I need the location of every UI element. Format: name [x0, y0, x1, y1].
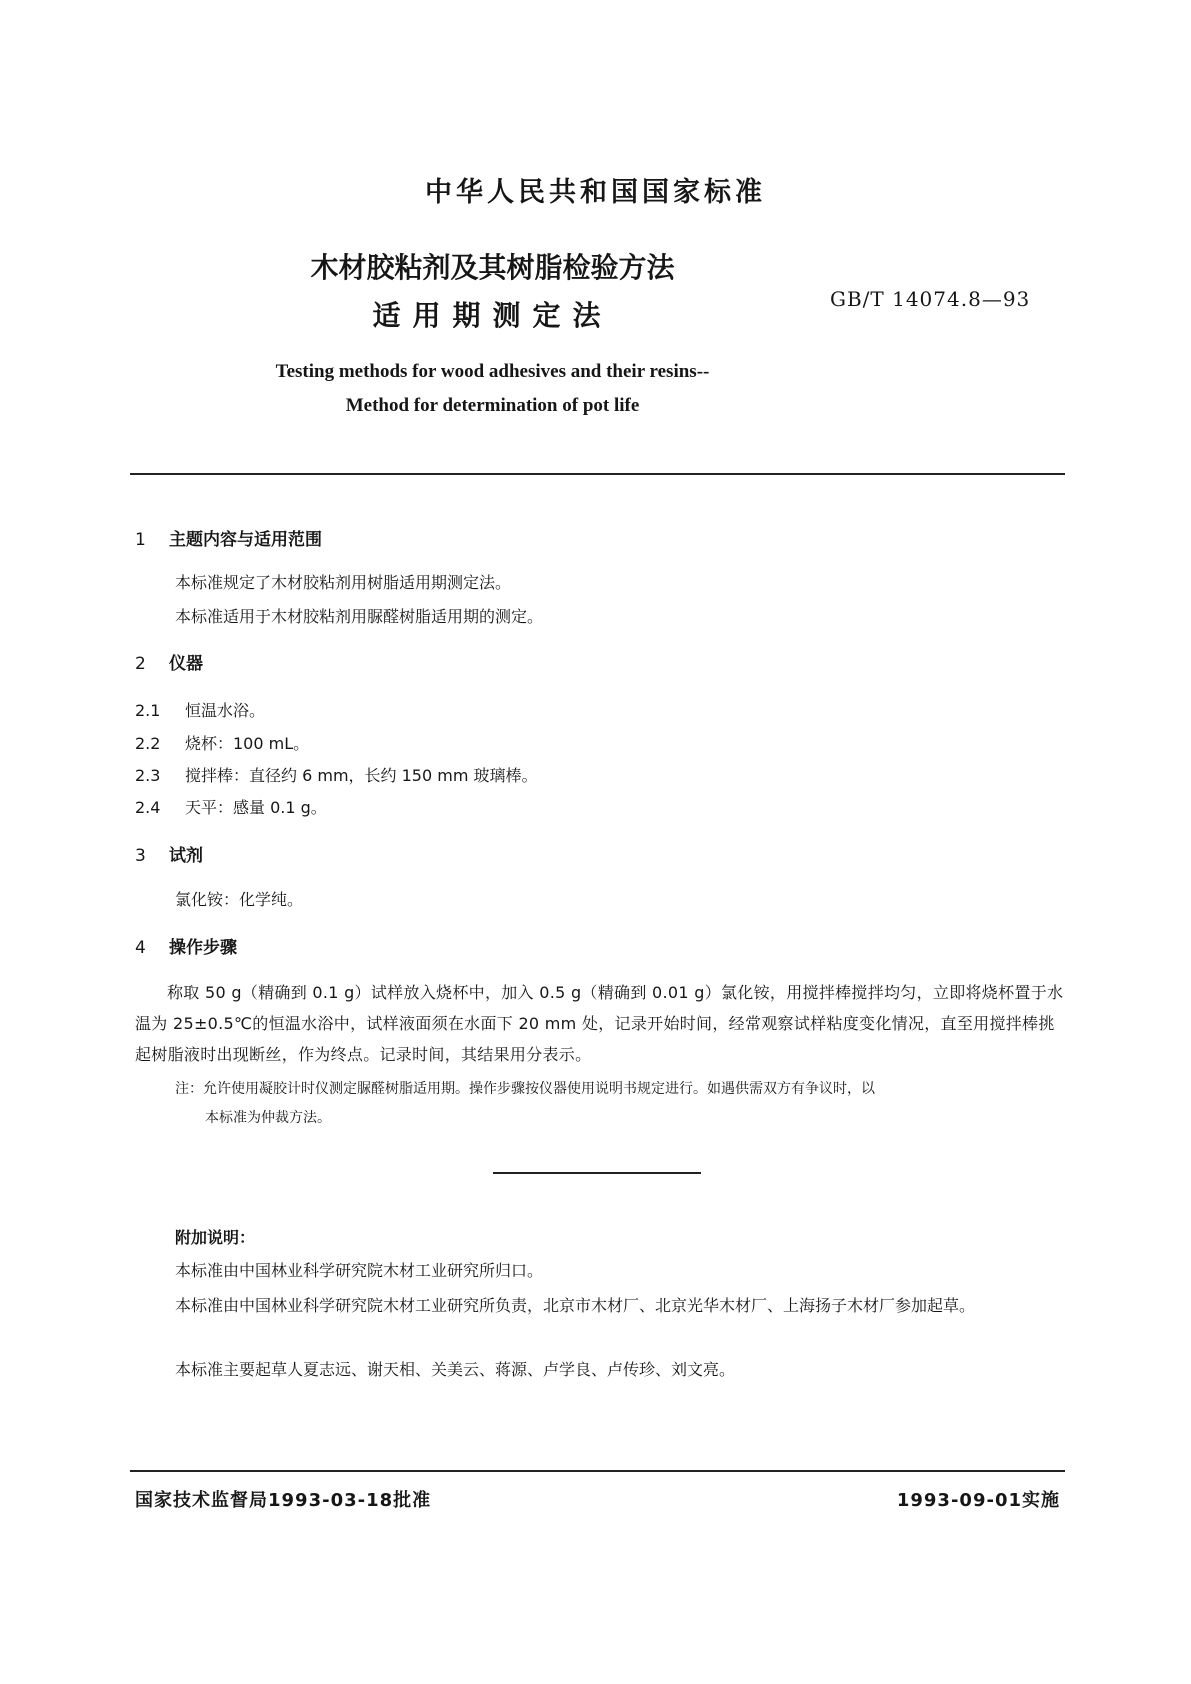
- list-item: [135, 698, 265, 721]
- item-text: 搅拌棒：直径约 6 mm，长约 150 mm 玻璃棒。: [185, 766, 538, 785]
- section-number: 3: [135, 846, 146, 866]
- section-4-heading: [135, 933, 237, 958]
- section-2-heading: [135, 649, 203, 674]
- item-number: 2.2: [135, 734, 161, 753]
- section-number: 4: [135, 938, 146, 958]
- section-number: 1: [135, 530, 146, 550]
- section-1-paragraph-2: 本标准适用于木材胶粘剂用脲醛树脂适用期的测定。: [175, 607, 544, 626]
- standard-code: GB/T 14074.8—93: [830, 287, 1031, 311]
- header-divider: [130, 473, 1065, 475]
- list-item: [135, 795, 327, 818]
- additional-paragraph-2: 本标准由中国林业科学研究院木材工业研究所负责，北京市木材厂、北京光华木材厂、上海扬子木材厂参加起草。: [175, 1296, 976, 1315]
- note-line-2: 本标准为仲裁方法。: [205, 1110, 331, 1126]
- english-title: [200, 355, 785, 423]
- national-standard-label: 中华人民共和国国家标准: [425, 177, 766, 208]
- item-text: 恒温水浴。: [185, 701, 266, 720]
- section-title: 主题内容与适用范围: [169, 530, 322, 550]
- english-title-line-1: Testing methods for wood adhesives and their resins--: [275, 361, 710, 382]
- implementation-date: 1993-09-01实施: [896, 1490, 1060, 1511]
- section-3-paragraph: 氯化铵：化学纯。: [175, 890, 304, 909]
- english-title-line-2: Method for determination of pot life: [345, 395, 640, 416]
- list-item: [135, 763, 538, 786]
- document-title: [255, 244, 730, 340]
- section-title: 试剂: [169, 846, 203, 866]
- section-title: 仪器: [169, 654, 203, 674]
- additional-notes-title: 附加说明：: [175, 1228, 256, 1247]
- item-text: 天平：感量 0.1 g。: [185, 798, 327, 817]
- section-3-heading: [135, 841, 203, 866]
- section-number: 2: [135, 654, 146, 674]
- item-number: 2.1: [135, 701, 161, 720]
- section-1-paragraph-1: 本标准规定了木材胶粘剂用树脂适用期测定法。: [175, 573, 512, 592]
- additional-paragraph-1: 本标准由中国林业科学研究院木材工业研究所归口。: [175, 1261, 544, 1280]
- footer-divider: [130, 1470, 1065, 1472]
- item-number: 2.4: [135, 798, 161, 817]
- additional-paragraph-3: 本标准主要起草人夏志远、谢天相、关美云、蒋源、卢学良、卢传珍、刘文亮。: [175, 1360, 736, 1379]
- approval-date: 国家技术监督局1993-03-18批准: [135, 1490, 432, 1511]
- title-line-2: 适用期测定法: [372, 299, 613, 332]
- section-1-heading: [135, 525, 322, 550]
- list-item: [135, 731, 309, 754]
- title-line-1: 木材胶粘剂及其树脂检验方法: [310, 251, 675, 284]
- item-number: 2.3: [135, 766, 161, 785]
- end-of-text-divider: [493, 1172, 701, 1174]
- note-line-1: 注：允许使用凝胶计时仪测定脲醛树脂适用期。操作步骤按仪器使用说明书规定进行。如遇供需双方有争议时，以: [175, 1081, 875, 1097]
- section-title: 操作步骤: [169, 938, 237, 958]
- section-4-paragraph: 称取 50 g（精确到 0.1 g）试样放入烧杯中，加入 0.5 g（精确到 0.01 g）氯化铵，用搅拌棒搅拌均匀，立即将烧杯置于水温为 25±0.5℃的恒温水浴中，试样液面须在水面下 20 mm 处，记录开始时间，经常观察试样粘度变化情况，直至用搅拌棒挑起树脂液时出现断丝，作为终点。记录时间，其结果用分表示。: [135, 983, 1064, 1064]
- item-text: 烧杯：100 mL。: [185, 734, 310, 753]
